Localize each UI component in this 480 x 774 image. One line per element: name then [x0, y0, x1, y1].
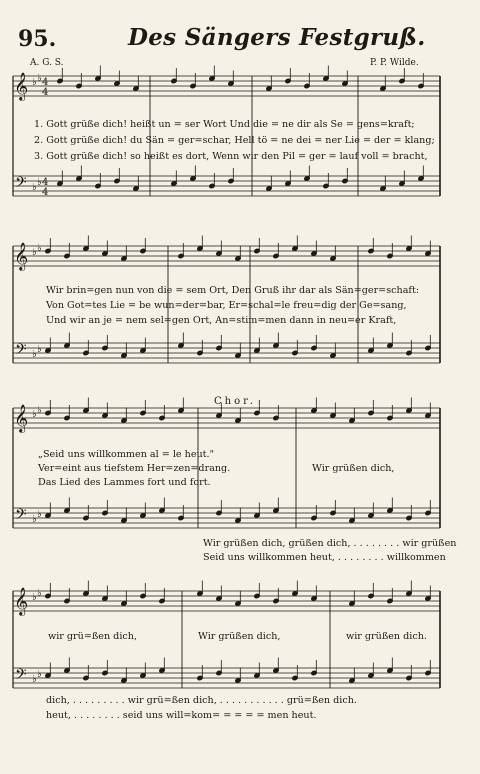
time-signature: 4: [42, 187, 49, 198]
flat-sign: ♭: [37, 669, 42, 680]
flat-sign: ♭: [32, 349, 37, 360]
system4-lower-2: heut, . . . . . . . . seid uns will=kom= = = = = men heut.: [46, 710, 317, 721]
flat-sign: ♭: [32, 409, 37, 420]
flat-sign: ♭: [37, 177, 42, 188]
flat-sign: ♭: [32, 247, 37, 258]
treble-clef: 𝄞: [14, 587, 29, 615]
system4-upper-1: wir grü=ßen dich,: [48, 631, 137, 642]
bass-clef: 𝄢: [15, 506, 27, 527]
bass-staff: [13, 343, 440, 363]
flat-sign: ♭: [37, 243, 42, 254]
system3-verse1: „Seid uns willkommen al = le heut.": [38, 449, 214, 460]
time-signature: 4: [42, 87, 49, 98]
flat-sign: ♭: [32, 674, 37, 685]
flat-sign: ♭: [32, 77, 37, 88]
treble-staff: [13, 591, 440, 611]
flat-sign: ♭: [37, 344, 42, 355]
bass-clef: 𝄢: [15, 174, 27, 195]
treble-clef: 𝄞: [14, 404, 29, 432]
hymn-number: 95.: [18, 26, 57, 52]
flat-sign: ♭: [32, 182, 37, 193]
system3-lower-a1: Wir grüßen dich, grüßen dich, . . . . . . . . wir grüßen: [203, 538, 457, 549]
system4-upper-3: wir grüßen dich.: [346, 631, 427, 642]
bass-clef: 𝄢: [15, 666, 27, 687]
treble-clef: 𝄞: [14, 72, 29, 100]
system3-verse3: Das Lied des Lammes fort und fort.: [38, 477, 211, 488]
text-author: A. G. S.: [30, 58, 64, 68]
system3-lower-a2: Seid uns willkommen heut, . . . . . . . . willkommen: [203, 552, 446, 563]
flat-sign: ♭: [37, 588, 42, 599]
system1-verse3: 3. Gott grüße dich! so heißt es dort, Wenn wir den Pil = ger = lauf voll = bracht,: [34, 151, 428, 162]
flat-sign: ♭: [37, 509, 42, 520]
system4-lower-1: dich, . . . . . . . . . wir grü=ßen dich, . . . . . . . . . . . grü=ßen dich.: [46, 695, 357, 706]
bass-staff: [13, 668, 440, 688]
treble-staff: [13, 408, 440, 428]
system1-verse2: 2. Gott grüße dich! du Sän = ger=schar, Hell tö = ne dei = ner Lie = der = klang;: [34, 135, 435, 146]
system2-verse1: Wir brin=gen nun von die = sem Ort, Den Gruß ihr dar als Sän=ger=schaft:: [46, 285, 420, 296]
hymn-title: Des Sängers Festgruß.: [128, 24, 426, 51]
time-signature: 4: [42, 77, 49, 88]
flat-sign: ♭: [32, 592, 37, 603]
system1-verse1: 1. Gott grüße dich! heißt un = ser Wort Und die = ne dir als Se = gens=kraft;: [34, 119, 415, 130]
bass-clef: 𝄢: [15, 341, 27, 362]
system2-verse2: Von Got=tes Lie = be wun=der=bar, Er=schal=le freu=dig der Ge=sang,: [46, 300, 407, 311]
treble-staff: [13, 246, 440, 266]
chorus-label: Chor.: [214, 396, 256, 407]
system3-verse2: Ver=eint aus tiefstem Her=zen=drang.: [38, 463, 231, 474]
composer: P. P. Wilde.: [370, 58, 419, 68]
flat-sign: ♭: [32, 514, 37, 525]
system3-upper-right: Wir grüßen dich,: [312, 463, 395, 474]
treble-clef: 𝄞: [14, 242, 29, 270]
time-signature: 4: [42, 177, 49, 188]
system2-verse3: Und wir an je = nem sel=gen Ort, An=stim=men dann in neu=er Kraft,: [46, 315, 397, 326]
flat-sign: ♭: [37, 73, 42, 84]
flat-sign: ♭: [37, 405, 42, 416]
bass-staff: [13, 508, 440, 528]
system4-upper-2: Wir grüßen dich,: [198, 631, 281, 642]
